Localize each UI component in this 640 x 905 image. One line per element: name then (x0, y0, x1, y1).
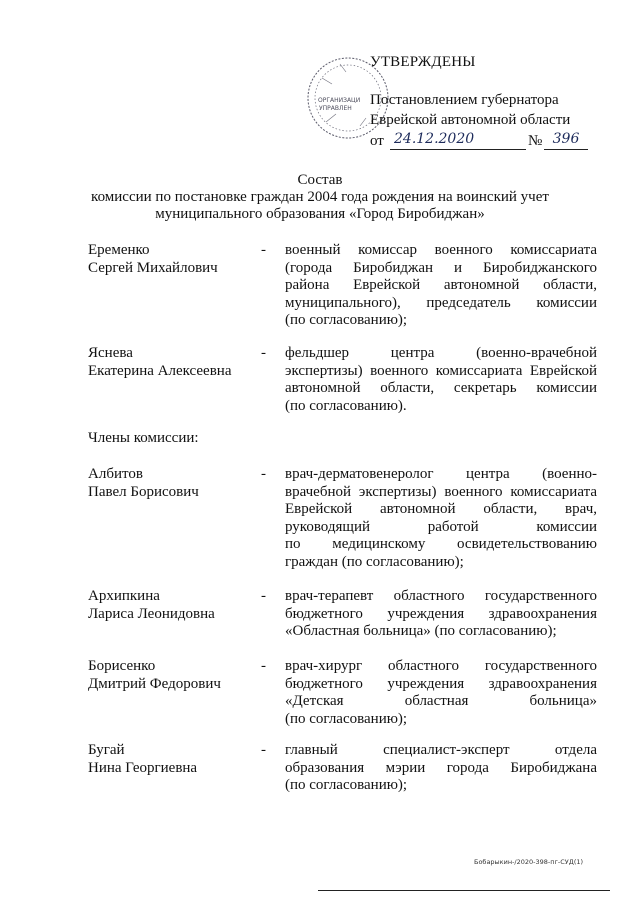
approval-block (370, 52, 580, 153)
dash-separator: - (261, 658, 266, 674)
heading-line-2: комиссии по постановке граждан 2004 года рождения на воинский учет (91, 189, 549, 205)
member-given-name: Лариса Леонидовна (88, 605, 215, 622)
member-name (88, 588, 260, 623)
role-line: (по согласованию); (285, 777, 408, 793)
approval-date: 24.12.2020 (390, 129, 526, 150)
member-name (88, 466, 260, 501)
member-surname: Албитов (88, 466, 143, 482)
member-role (285, 345, 597, 415)
member-name (88, 345, 260, 380)
member-surname: Архипкина (88, 588, 160, 604)
member-given-name: Нина Георгиевна (88, 759, 198, 776)
dash-separator: - (261, 588, 266, 604)
member-name (88, 742, 260, 777)
role-line: врач-дерматовенеролог центра (военно- (285, 466, 597, 482)
role-line: бюджетного учреждения здравоохранения (285, 605, 597, 622)
role-line: бюджетного учреждения здравоохранения (285, 675, 597, 692)
role-line: главный специалист-эксперт отдела (285, 742, 597, 758)
member-name (88, 242, 260, 277)
member-name (88, 658, 260, 693)
role-line: руководящий работой комиссии (285, 518, 597, 535)
member-role (285, 742, 597, 795)
role-line: граждан (по согласованию); (285, 553, 464, 570)
role-line: района Еврейской автономной области, (285, 277, 597, 293)
approval-title: УТВЕРЖДЕНЫ (370, 54, 476, 70)
dash-separator: - (261, 466, 266, 482)
member-given-name: Павел Борисович (88, 483, 199, 500)
heading-line-3: муниципального образования «Город Биробиджан» (155, 206, 485, 222)
role-line: военный комиссар военного комиссариата (285, 242, 597, 258)
dash-separator: - (261, 742, 266, 758)
role-line: муниципального), председатель комиссии (285, 294, 597, 311)
approval-date-row (370, 131, 580, 153)
member-surname: Еременко (88, 242, 150, 258)
member-role (285, 242, 597, 330)
member-role (285, 466, 597, 571)
role-line: образования мэрии города Биробиджана (285, 759, 597, 776)
stamp-text-2: УПРАВЛЕН (319, 105, 352, 112)
role-line: экспертизы) военного комиссариата Еврейской (285, 362, 597, 379)
role-line: врач-хирург областного государственного (285, 658, 597, 674)
dash-separator: - (261, 242, 266, 258)
bottom-rule (318, 890, 610, 891)
member-role (285, 588, 597, 641)
heading-line-1: Состав (297, 172, 343, 188)
role-line: «Детская областная больница» (285, 693, 597, 709)
member-given-name: Дмитрий Федорович (88, 675, 221, 692)
member-surname: Бугай (88, 742, 125, 758)
role-line: «Областная больница» (по согласованию); (285, 623, 557, 639)
dash-separator: - (261, 345, 266, 361)
footer-document-code: Бобарыкин-/2020-398-пг-СУД(1) (474, 858, 584, 866)
approval-line-1: Постановлением губернатора (370, 92, 559, 108)
members-label: Члены комиссии: (88, 430, 199, 446)
role-line: (по согласованию); (285, 312, 408, 328)
role-line: (по согласованию); (285, 710, 408, 727)
document-heading (0, 172, 640, 223)
role-line: врачебной экспертизы) военного комиссариата (285, 483, 597, 500)
role-line: Еврейской автономной области, врач, (285, 501, 597, 517)
approval-number: 396 (544, 129, 588, 150)
role-line: по медицинскому освидетельствованию (285, 536, 597, 552)
member-surname: Яснева (88, 345, 133, 361)
role-line: автономной области, секретарь комиссии (285, 380, 597, 396)
role-line: врач-терапевт областного государственного (285, 588, 597, 604)
role-line: фельдшер центра (военно-врачебной (285, 345, 597, 361)
approval-line-2: Еврейской автономной области (370, 112, 571, 128)
role-line: (по согласованию). (285, 397, 407, 414)
role-line: (города Биробиджан и Биробиджанского (285, 259, 597, 276)
member-given-name: Екатерина Алексеевна (88, 362, 232, 379)
number-prefix: № (528, 133, 543, 149)
stamp-text-1: ОРГАНИЗАЦИ (318, 97, 361, 104)
member-role (285, 658, 597, 728)
date-prefix: от (370, 133, 384, 149)
member-surname: Борисенко (88, 658, 156, 674)
member-given-name: Сергей Михайлович (88, 259, 218, 276)
